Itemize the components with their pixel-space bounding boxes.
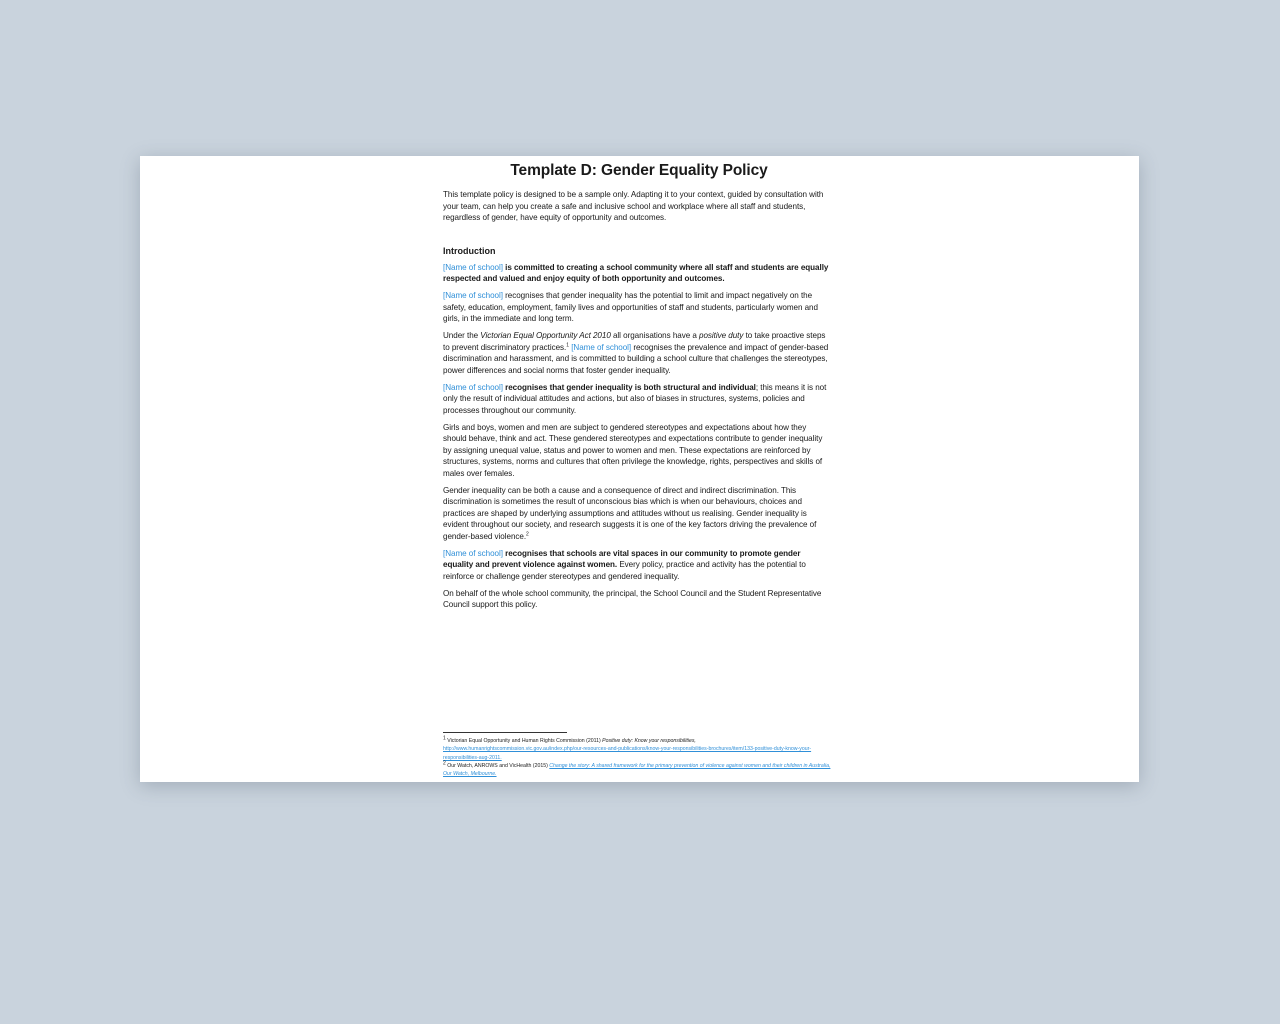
placeholder-school-name: [Name of school] (571, 342, 632, 352)
footnote-1: $^1$ Victorian Equal Opportunity and Human Rights Commission (2011) Positive duty: Know your responsibilities, http://www.humanrightscommission.vic.gov.au/index.php/our-resources-and-publications/know-your-responsibilities-brochures/item/133-positive-duty-know-your-responsibilities-aug-2011. (443, 735, 812, 761)
section-heading: Introduction (443, 245, 496, 256)
footnotes (443, 737, 833, 778)
placeholder-school-name: [Name of school] (443, 382, 503, 392)
placeholder-school-name: [Name of school] (443, 291, 503, 300)
document-page (140, 156, 1139, 782)
paragraph-4: [Name of school] recognises that gender inequality is both structural and individual; this means it is not only the result of individual attitudes and actions, but also of biases in structures, systems, policies and processes throughout our community. (443, 382, 827, 415)
footnote-divider (443, 732, 567, 733)
footnote-1-link[interactable]: http://www.humanrightscommission.vic.gov.au/index.php/our-resources-and-publications/know-your-responsibilities-brochures/item/133-positive-duty-know-your-responsibilities-aug-2011. (443, 746, 812, 761)
intro-paragraph: This template policy is designed to be a sample only. Adapting it to your context, guided by consultation with your team, can help you create a safe and inclusive school and workplace where all staff and students, regardless of gender, have equity of opportunity and outcomes. (443, 190, 824, 222)
footnote-ref-1[interactable]: 1 (566, 341, 569, 348)
paragraph-2: [Name of school] recognises that gender inequality has the potential to limit and impact negatively on the safety, education, employment, family lives and opportunities of staff and students, particularly women and girls, in the immediate and long term. (443, 291, 818, 323)
paragraph-8: On behalf of the whole school community, the principal, the School Council and the Student Representative Council support this policy. (443, 588, 822, 609)
paragraph-3: Under the Victorian Equal Opportunity Act 2010 all organisations have a positive duty to take proactive steps to prevent discriminatory practices.$^1$ [Name of school] recognises the prevalence and impact of gender-based discrimination and harassment, and is committed to building a school culture that challenges the stereotypes, power differences and social norms that foster gender inequality. (443, 331, 829, 375)
paragraph-6: Gender inequality can be both a cause and a consequence of direct and indirect discrimination. This discrimination is sometimes the result of unconscious bias which is when our behaviours, choices and practices are shaped by underlying assumptions and attitudes without us realising. Gender inequality is evident throughout our society, and research suggests it is one of the key factors driving the prevalence of gender-based violence.$^2$ (443, 485, 817, 541)
footnote-2-link[interactable]: Change the story: A shared framework for the primary prevention of violence against women and their children in Australia, Our Watch, Melbourne. (443, 762, 831, 778)
placeholder-school-name: [Name of school] (443, 548, 503, 558)
paragraph-7: [Name of school] recognises that schools are vital spaces in our community to promote gender equality and prevent violence against women. Every policy, practice and activity has the potential to reinforce or challenge gender stereotypes and gendered inequality. (443, 548, 806, 581)
page-title: Template D: Gender Equality Policy (510, 162, 768, 179)
footnote-2: $^2$ Our Watch, ANROWS and VicHealth (2015) Change the story: A shared framework for the primary prevention of violence against women and their children in Australia, Our Watch, Melbourne. (443, 760, 831, 778)
footnote-ref-2[interactable]: 2 (526, 530, 529, 537)
placeholder-school-name: [Name of school] (443, 262, 503, 272)
paragraph-5: Girls and boys, women and men are subject to gendered stereotypes and expectations about how they should behave, think and act. These gendered stereotypes and expectations contribute to gender inequality by assigning unequal value, status and power to women and men. These expectations are reinforced by structures, systems, norms and cultures that often privilege the knowledge, rights, perspectives and skills of males over females. (443, 422, 823, 478)
document-body (443, 156, 831, 616)
paragraph-1: [Name of school] is committed to creating a school community where all staff and students are equally respected and valued and enjoy equity of both opportunity and outcomes. (443, 262, 829, 283)
